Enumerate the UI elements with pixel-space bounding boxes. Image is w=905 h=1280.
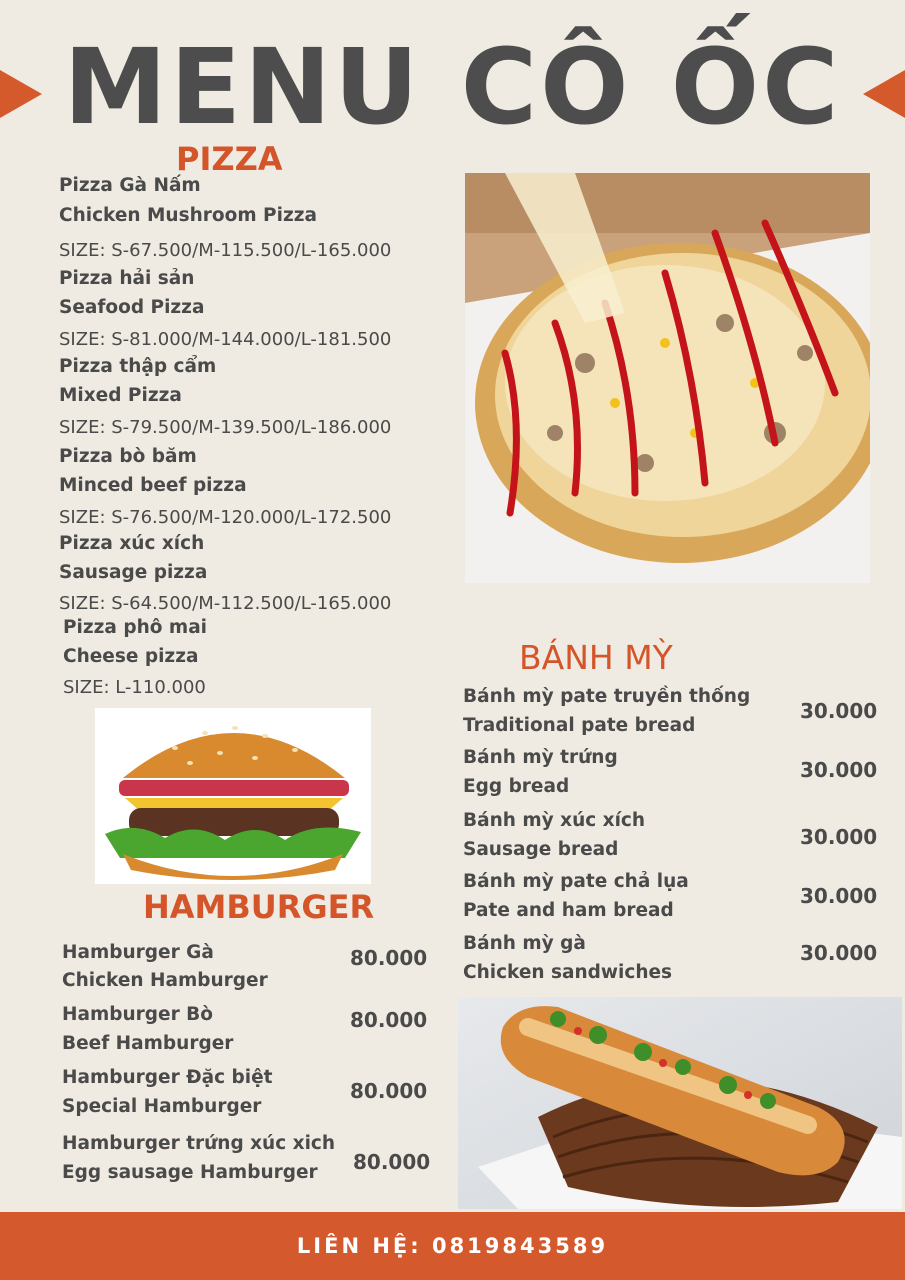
- hamburger-photo: [95, 708, 371, 884]
- hamburger-price: 80.000: [353, 1150, 431, 1174]
- banhmy-name-en: Sausage bread: [463, 839, 619, 860]
- pizza-name-en: Seafood Pizza: [59, 297, 205, 318]
- banhmy-name-en: Pate and ham bread: [463, 900, 674, 921]
- hamburger-price: 80.000: [350, 946, 428, 970]
- banhmy-price: 30.000: [800, 758, 878, 782]
- banhmy-photo: [458, 997, 902, 1209]
- pizza-size-prices: SIZE: S-79.500/M-139.500/L-186.000: [59, 417, 392, 438]
- pizza-name-en: Sausage pizza: [59, 562, 208, 583]
- banhmy-name-en: Traditional pate bread: [463, 715, 696, 736]
- pizza-heading: PIZZA: [176, 140, 283, 178]
- pizza-name-vi: Pizza xúc xích: [59, 533, 205, 554]
- contact-phone: LIÊN HỆ: 0819843589: [296, 1234, 609, 1258]
- pizza-name-en: Cheese pizza: [63, 646, 199, 667]
- pizza-size-prices: SIZE: L-110.000: [63, 677, 206, 698]
- pizza-name-vi: Pizza hải sản: [59, 268, 195, 289]
- menu-title: MENU CÔ ỐC: [63, 26, 842, 148]
- pizza-name-vi: Pizza thập cẩm: [59, 356, 217, 377]
- hamburger-name-vi: Hamburger trứng xúc xich: [62, 1133, 336, 1154]
- pizza-size-prices: SIZE: S-81.000/M-144.000/L-181.500: [59, 329, 392, 350]
- banhmy-name-vi: Bánh mỳ gà: [463, 933, 586, 954]
- pizza-size-prices: SIZE: S-67.500/M-115.500/L-165.000: [59, 240, 392, 261]
- hamburger-name-en: Special Hamburger: [62, 1096, 262, 1117]
- hamburger-price: 80.000: [350, 1079, 428, 1103]
- banhmy-price: 30.000: [800, 941, 878, 965]
- pizza-name-en: Chicken Mushroom Pizza: [59, 205, 317, 226]
- hamburger-name-vi: Hamburger Đặc biệt: [62, 1067, 273, 1088]
- hamburger-name-vi: Hamburger Bò: [62, 1004, 213, 1025]
- banhmy-name-en: Chicken sandwiches: [463, 962, 673, 983]
- banhmy-name-vi: Bánh mỳ xúc xích: [463, 810, 646, 831]
- banhmy-name-vi: Bánh mỳ pate truyền thống: [463, 686, 751, 707]
- hamburger-name-vi: Hamburger Gà: [62, 942, 214, 963]
- banhmy-price: 30.000: [800, 825, 878, 849]
- banhmy-name-en: Egg bread: [463, 776, 570, 797]
- hamburger-name-en: Chicken Hamburger: [62, 970, 268, 991]
- pizza-photo: [465, 173, 870, 583]
- pizza-name-vi: Pizza bò băm: [59, 446, 197, 467]
- pizza-name-vi: Pizza phô mai: [63, 617, 208, 638]
- hamburger-name-en: Egg sausage Hamburger: [62, 1162, 318, 1183]
- pizza-size-prices: SIZE: S-76.500/M-120.000/L-172.500: [59, 507, 392, 528]
- hamburger-name-en: Beef Hamburger: [62, 1033, 234, 1054]
- banhmy-price: 30.000: [800, 699, 878, 723]
- banhmy-name-vi: Bánh mỳ trứng: [463, 747, 618, 768]
- banhmy-heading: BÁNH MỲ: [519, 638, 673, 677]
- pizza-name-en: Minced beef pizza: [59, 475, 247, 496]
- pizza-size-prices: SIZE: S-64.500/M-112.500/L-165.000: [59, 593, 392, 614]
- banhmy-name-vi: Bánh mỳ pate chả lụa: [463, 871, 689, 892]
- pizza-name-vi: Pizza Gà Nấm: [59, 175, 201, 196]
- banhmy-price: 30.000: [800, 884, 878, 908]
- pizza-name-en: Mixed Pizza: [59, 385, 182, 406]
- footer-bar: [0, 1212, 905, 1280]
- hamburger-heading: HAMBURGER: [143, 888, 375, 926]
- hamburger-price: 80.000: [350, 1008, 428, 1032]
